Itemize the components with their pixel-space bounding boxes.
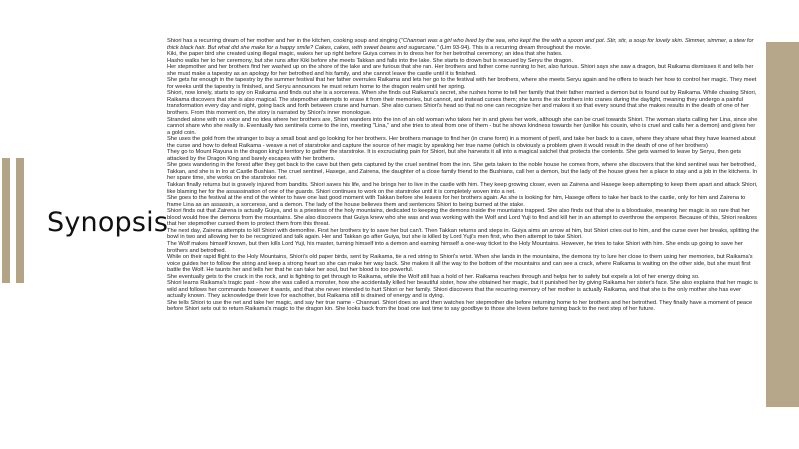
synopsis-paragraph: They go to Mount Rayuna in the dragon king's territory to gather the starstroke. It is excruciating pain for Shiori, but she harvests it all into a magical satchel that protects the contents. She gets warned to leave by Seryu, then gets attacked by the Dragon King and barely escapes with her brothers. — [167, 149, 741, 162]
synopsis-paragraph: Stranded alone with no voice and no idea where her brothers are, Shiori wanders into the inn of an old woman who takes her in and gives her work, although she can be cruel towards Shiori. The woman starts calling her Lina, since she cannot share who she really is. Eventually two sentinels come to the inn, meeting "Lina," and she tries to steal from one of them - but he shows kindness towards her (unlike his cousin, who is cruel and calls her a demon) and gives her a gold coin. — [167, 116, 758, 136]
right-accent-band — [766, 42, 799, 407]
synopsis-paragraph: She tells Shiori to use the net and take her magic, and say her true name - Channari. Shiori does so and then watches her stepmother die before returning home to her brothers and her betrothed. They finally have a moment of peace before Shiori sets out to return Raikama's magic to the dragon kin. She looks back from the boat one last time to say goodbye to those she loves before turning back to the next step of her future. — [167, 299, 753, 313]
synopsis-paragraph: Shiori learns Raikama's tragic past - how she was called a monster, how she accidentally killed her beautiful sister, how she obtained her magic, but it punished her by giving Raikama her sister's face. She also explains that her magic is wild and follows her commands however it wants, and that she never intended to hurt Shiori or her family. Shiori discovers that the recurring memory of her mother is actually Raikama, and that she is the only mother she has ever actually known. They acknowledge their love for eachother, but Raikama still is drained of energy and is dying. — [167, 280, 758, 300]
synopsis-paragraph: She uses the gold from the stranger to buy a small boat and go looking for her brothers. Her brothers manage to find her (in crane form) in a moment of peril, and take her back to a cave, where they share what they have learned about the curse and how to defeat Raikama - weave a net of starstroke and capture the source of her magic by speaking her true name (which is obviously a problem given it would result in the death of one of her brothers) — [167, 136, 756, 149]
synopsis-paragraph: Takkan finally returns but is gravely injured from bandits. Shiori saves his life, and he brings her to live in the castle with him. They keep growing closer, even as Zairena and Hasege keep attempting to keep them apart and attack Shiori, like blaming her for the assassination of one of the guards. Shiori continues to work on the starstroke until it is completely woven into a net. — [167, 182, 758, 195]
left-accent-bar-inner — [16, 158, 24, 283]
synopsis-paragraph: While on their rapid flight to the Holy Mountains, Shiori's old paper birds, sent by Raikama, tie a red string to Shiori's wrist. When she lands in the mountains, the demons try to lure her close to them using her memories, but Raikama's voice guides her to follow the string and keep a strong heart so she can make her way back. She makes it all the way to the bottom of the mountains and can see a crack, where Raikama is waiting on the other side, but she must first battle the Wolf. He taunts her and tells her that he can take her soul, but her blood is too powerful. — [167, 254, 753, 274]
synopsis-paragraph: She goes to the festival at the end of the winter to have one last good moment with Takkan before she leaves for her brothers again. As she is looking for him, Hasege offers to take her back to the castle, only for him and Zairena to frame Lina as an assassin, a sorceress, and a demon. The lady of the house believes them and sentences Shiori to being burned at the stake. — [167, 195, 746, 208]
synopsis-paragraph: Her stepmother and her brothers find her washed up on the shore of the lake and are furious that she ran. Her brothers and father come running to her, also furious. Shiori says she saw a dragon, but Raikama dismisses it and tells her she must make a tapestry as an apology for her betrothed and his family, and she cannot leave the castle until it is finished. — [167, 64, 754, 77]
synopsis-paragraph: The Wolf makes himself known, but then kills Lord Yuji, his master, turning himself into a demon and earning himself a one-way ticket to the Holy Mountains. However, he tries to take Shiori with him. She ends up going to save her brothers and betrothed. — [167, 240, 743, 254]
paragraph-text: Shiori has a recurring dream of her mother and her in the kitchen, cooking soup and singing ( — [167, 38, 401, 44]
synopsis-paragraph: Shiori, now lonely, starts to spy on Raikama and finds out she is a sorceress. When she finds out Raikama's secret, she rushes home to tell her family that their father married a demon but is found out by Raikama. While chasing Shiori, Raikama discovers that she is also magical. The stepmother attempts to erase it from their memories, but cannot, and instead curses them; she turns the six brothers into cranes during the daylight, meaning they undergo a painful transformation every day and night, going back and forth between crane and human. She also curses Shiori's head so that no one can recognize her and makes it so that every sound that she makes results in the death of one of her brothers. From this moment on, the story is narrated by Shiori's inner monologue. — [167, 90, 757, 117]
synopsis-paragraph: She goes wandering in the forest after they get back to the cave but then gets captured by the cruel sentinel from the inn. She gets taken to the noble house he comes from, where she discovers that the kind sentinel was her betrothed, Takkan, and she is in Iro at Castle Bushian. The cruel sentinel, Hasege, and Zairena, the daughter of a close family friend to the Bushians, call her a demon, but the lady of the house gives her a place to stay and a job in the kitchens. In her spare time, she works on the starstroke net. — [167, 162, 758, 182]
left-accent-bar — [2, 158, 10, 283]
slide-title: Synopsis — [47, 207, 169, 238]
song-quote: "Channari was a girl who lived by the sea, who kept the fire with a spoon and pot. Stir, stir, a soup for lovely skin. Simmer, simmer, a stew for thick black hair. But what did she make for a happy smile? Cakes, cakes, with sweet beans and sugarcane." — [167, 38, 754, 51]
synopsis-paragraph: Shiori finds out that Zairena is actually Guiya, and is a priestess of the holy mountains, dedicated to keeping the demons inside the mountains trapped. She also finds out that she is a bloodsake, meaning her magic is so rare that her blood would free the demons from the mountains. She also discovers that Guiya knew who she was and was working with the Wolf and Lord Yuji to find and kill her in an attempt to overthrow the emperor. Because of this, Shiori realizes that her stepmother cursed them to protect them from this threat. — [167, 208, 758, 228]
synopsis-paragraph — [167, 38, 759, 51]
synopsis-body — [167, 38, 759, 313]
synopsis-paragraph: Kiki, the paper bird she created using illegal magic, wakes her up right before Guiya comes in to dress her for her betrothal ceremony; an idea that she hates. — [167, 51, 563, 58]
paragraph-text: (Lim 93-94). This is a recurring dream throughout the movie. — [438, 44, 592, 51]
synopsis-paragraph: She eventually gets to the crack in the rock, and is fighting to get through to Raikama, while the Wolf still has a hold of her. Raikama reaches through and helps her to safety but expels a lot of her energy doing so. — [167, 273, 700, 280]
synopsis-paragraph: She gets far enough in the tapestry by the summer festival that her father overrules Raikama and lets her go to the festival with her brothers, where she meets Seryu again and he offers to teach her how to control her magic. They meet for weeks until the tapestry is finished, and Seryu announces he must return home to the dragon realm until her spring. — [167, 77, 757, 90]
synopsis-paragraph: Hasho walks her to her ceremony, but she runs after Kiki before she meets Takkan and falls into the lake. She starts to drown but is rescued by Seryu the dragon. — [167, 57, 574, 64]
synopsis-paragraph: The next day, Zairena attempts to kill Shiori with demonfire. First her brothers try to save her but can't. Then Takkan returns and steps in. Guiya aims an arrow at him, but Shiori cries out to him, and the curse over her breaks, splitting the bowl in two and allowing her to be recognized and talk again. Her and Takkan go after Guiya, but she is killed by Lord Yuji's men first, who then attempt to take Shiori. — [167, 227, 759, 241]
